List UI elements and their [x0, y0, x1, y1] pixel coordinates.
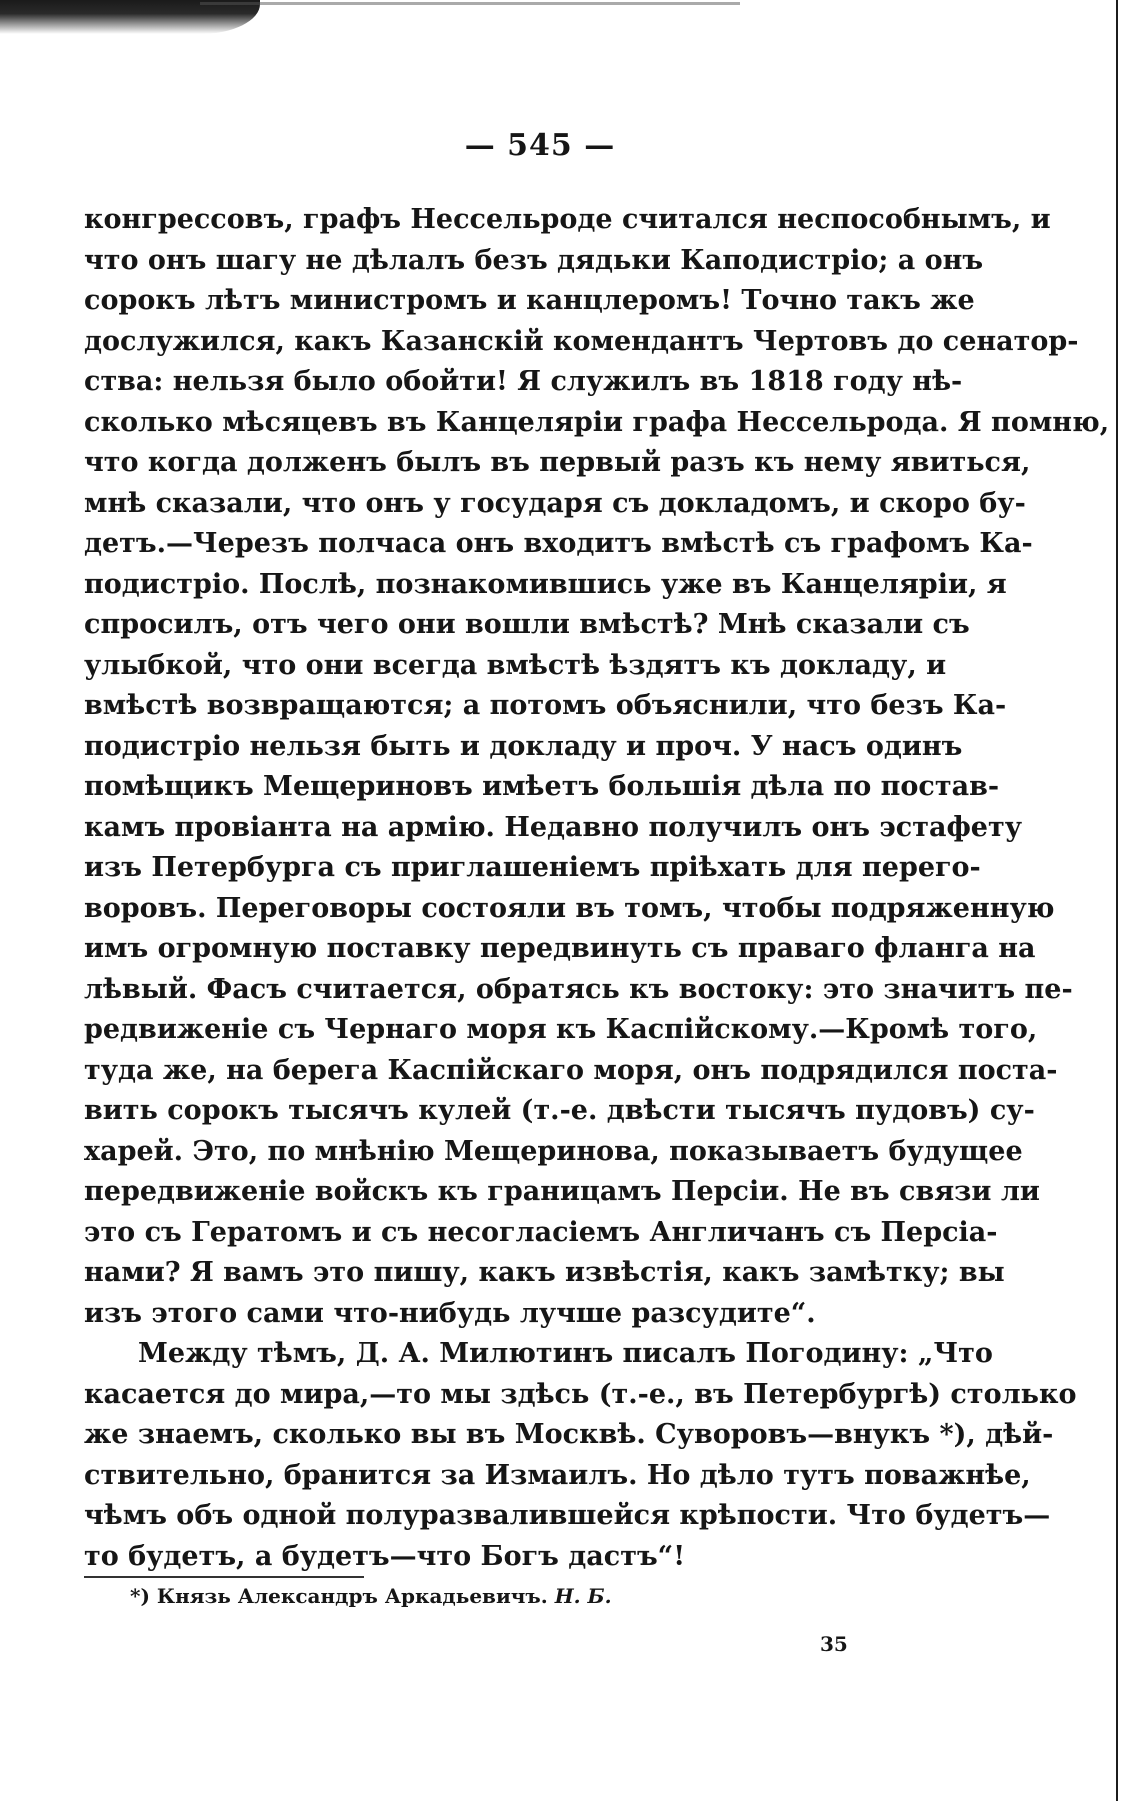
scan-smudge	[0, 0, 260, 34]
text-line: помѣщикъ Мещериновъ имѣетъ большія дѣла по постав-	[84, 771, 1000, 802]
text-line: что онъ шагу не дѣлалъ безъ дядьки Каподистріо; а онъ	[84, 244, 984, 276]
scan-top-line	[200, 2, 740, 5]
text-line: улыбкой, что они всегда вмѣстѣ ѣздятъ къ докладу, и	[84, 649, 947, 681]
text-line: что когда долженъ былъ въ первый разъ къ нему явиться,	[84, 447, 1031, 478]
text-line: это съ Гератомъ и съ несогласіемъ Англичанъ съ Персіа-	[84, 1216, 998, 1248]
text-line: Между тѣмъ, Д. А. Милютинъ писалъ Погодину: „Что	[138, 1338, 993, 1369]
footnote-text: *) Князь Александръ Аркадьевичъ.	[130, 1584, 548, 1608]
text-line: подистріо нельзя быть и докладу и проч. У насъ одинъ	[84, 730, 963, 762]
text-line: передвиженіе войскъ къ границамъ Персіи. Не въ связи ли	[84, 1176, 1040, 1207]
text-line: ства: нельзя было обойти! Я служилъ въ 1818 году нѣ-	[84, 366, 963, 397]
text-line: лѣвый. Фасъ считается, обратясь къ востоку: это значитъ пе-	[84, 973, 1073, 1005]
footnote	[130, 1584, 612, 1608]
text-line: харей. Это, по мнѣнію Мещеринова, показываетъ будущее	[84, 1135, 1023, 1167]
text-line: имъ огромную поставку передвинуть съ праваго фланга на	[84, 933, 1036, 964]
text-line: редвиженіе съ Чернаго моря къ Каспійскому.—Кромѣ того,	[84, 1014, 1038, 1045]
text-line: ствительно, бранится за Измаилъ. Но дѣло тутъ поважнѣе,	[84, 1459, 1031, 1491]
text-line: конгрессовъ, графъ Нессельроде считался неспособнымъ, и	[84, 204, 1051, 235]
text-line: туда же, на берега Каспійскаго моря, онъ подрядился поста-	[84, 1054, 1058, 1086]
text-line: подистріо. Послѣ, познакомившись уже въ Канцеляріи, я	[84, 568, 1007, 600]
text-line: детъ.—Черезъ полчаса онъ входитъ вмѣстѣ съ графомъ Ка-	[84, 528, 1033, 559]
printer-signature-mark: 35	[820, 1632, 848, 1656]
text-line: вмѣстѣ возвращаются; а потомъ объяснили, что безъ Ка-	[84, 690, 1007, 721]
footnote-rule	[84, 1576, 364, 1578]
text-line: сколько мѣсяцевъ въ Канцеляріи графа Нессельрода. Я помню,	[84, 406, 1110, 438]
body-text	[84, 200, 1110, 1577]
text-line: камъ провіанта на армію. Недавно получилъ онъ эстафету	[84, 811, 1022, 843]
footnote-signature: Н. Б.	[554, 1584, 612, 1608]
text-line: дослужился, какъ Казанскій комендантъ Чертовъ до сенатор-	[84, 325, 1079, 357]
text-line: изъ этого сами что-нибудь лучше разсудите“.	[84, 1297, 816, 1329]
text-line: чѣмъ объ одной полуразвалившейся крѣпости. Что будетъ—	[84, 1500, 1051, 1531]
text-line: изъ Петербурга съ приглашеніемъ пріѣхать для перего-	[84, 852, 981, 883]
text-line: то будетъ, а будетъ—что Богъ дастъ“!	[84, 1540, 686, 1572]
page-number: — 545 —	[464, 128, 616, 163]
text-line: сорокъ лѣтъ министромъ и канцлеромъ! Точно такъ же	[84, 285, 975, 316]
text-line: касается до мира,—то мы здѣсь (т.-е., въ Петербургѣ) столько	[84, 1378, 1077, 1410]
text-line: же знаемъ, сколько вы въ Москвѣ. Суворовъ—внукъ *), дѣй-	[84, 1419, 1054, 1450]
scan-edge-rule	[1116, 0, 1118, 1801]
text-line: мнѣ сказали, что онъ у государя съ докладомъ, и скоро бу-	[84, 487, 1026, 519]
text-line: спросилъ, отъ чего они вошли вмѣстѣ? Мнѣ сказали съ	[84, 609, 970, 640]
text-line: вить сорокъ тысячъ кулей (т.-е. двѣсти тысячъ пудовъ) су-	[84, 1095, 1035, 1126]
text-line: воровъ. Переговоры состояли въ томъ, чтобы подряженную	[84, 892, 1055, 924]
text-line: нами? Я вамъ это пишу, какъ извѣстія, какъ замѣтку; вы	[84, 1257, 1005, 1288]
